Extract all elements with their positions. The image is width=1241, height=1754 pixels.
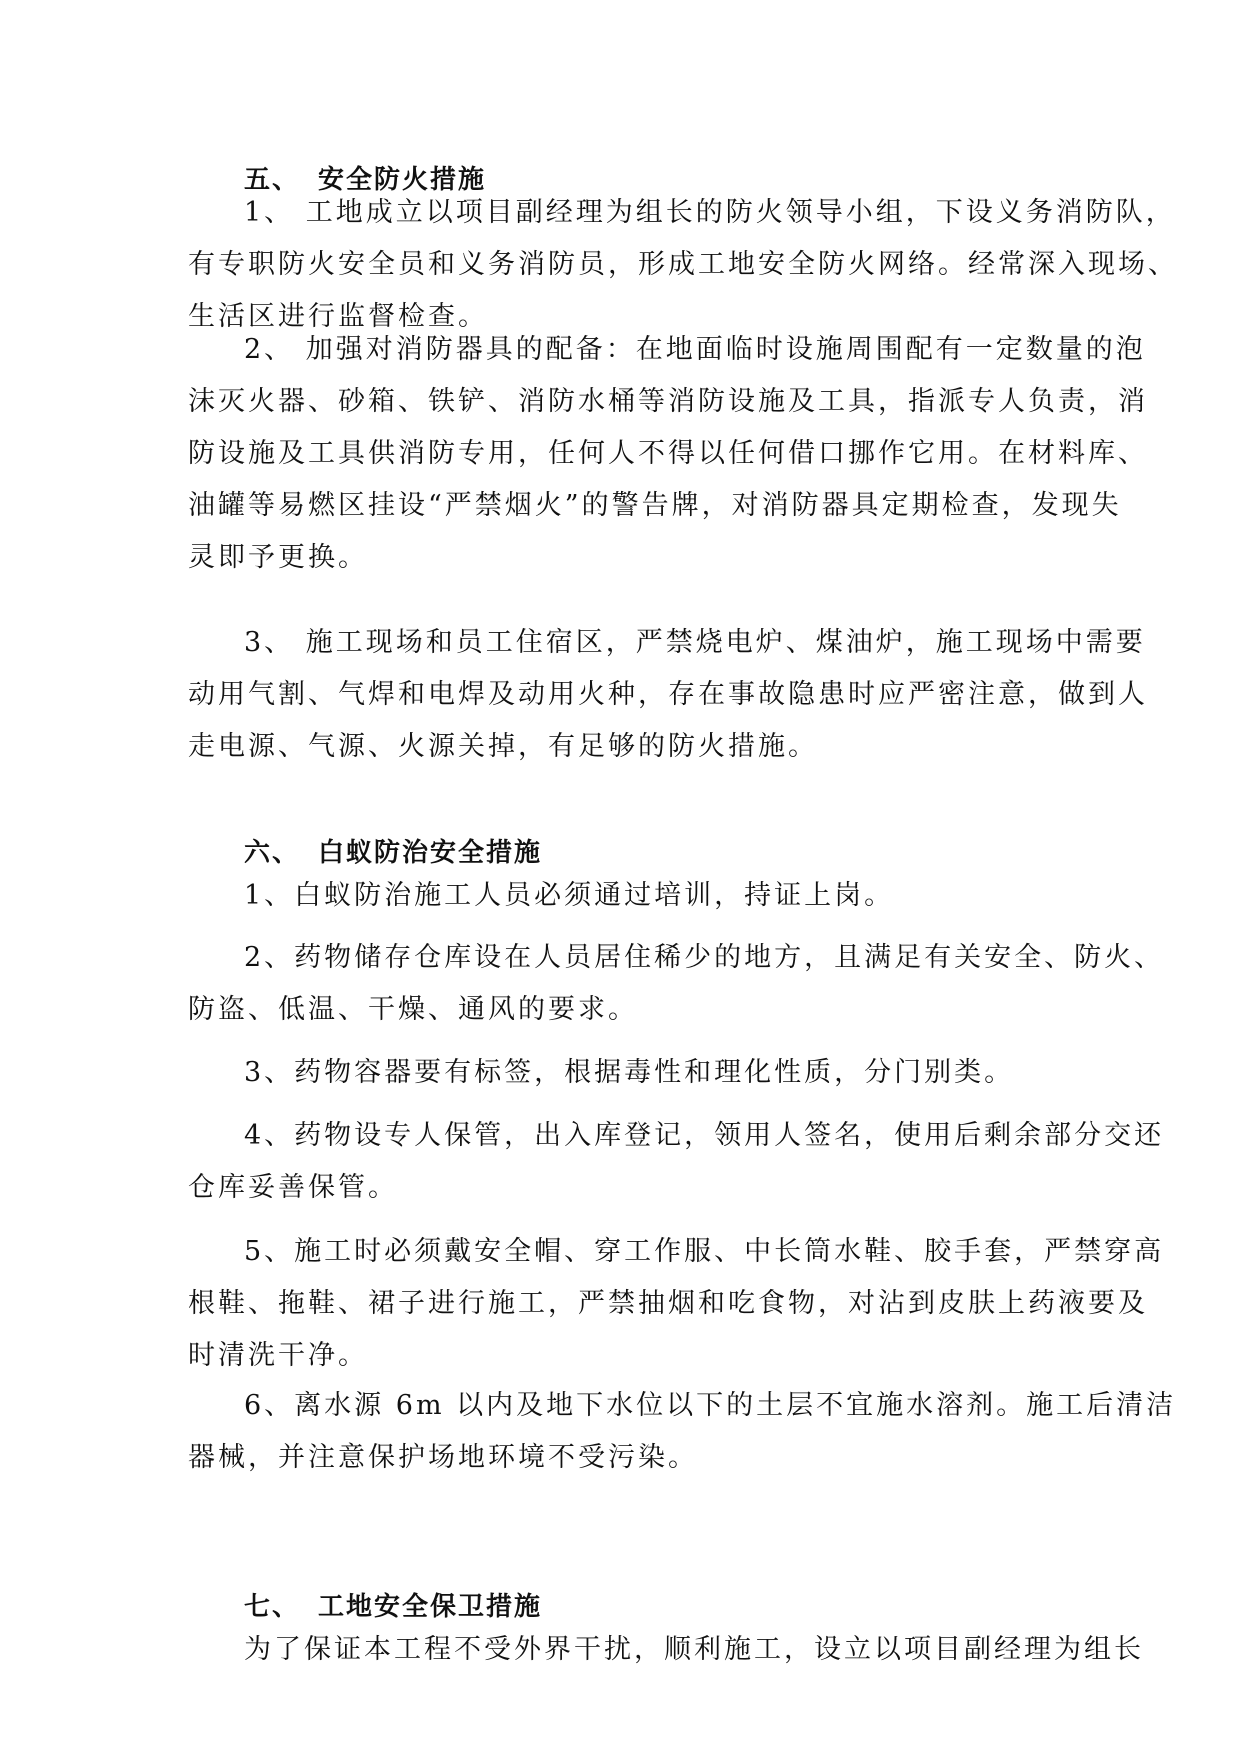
- text-line: 时清洗干净。: [188, 1340, 368, 1371]
- text-line: 1、 工地成立以项目副经理为组长的防火领导小组，下设义务消防队，: [244, 197, 1176, 228]
- paragraph: [188, 1047, 1118, 1099]
- text-line: 沫灭火器、砂箱、铁铲、消防水桶等消防设施及工具，指派专人负责，消: [188, 386, 1148, 417]
- section-heading: [244, 833, 542, 873]
- section-title: 工地安全保卫措施: [318, 1592, 543, 1622]
- text-line: 3、药物容器要有标签，根据毒性和理化性质，分门别类。: [244, 1057, 1015, 1088]
- text-line: 灵即予更换。: [188, 542, 368, 573]
- paragraph: [188, 1624, 1144, 1676]
- text-line: 油罐等易燃区挂设“严禁烟火”的警告牌，对消防器具定期检查，发现失: [188, 490, 1122, 521]
- text-line: 4、药物设专人保管，出入库登记，领用人签名，使用后剩余部分交还: [244, 1120, 1165, 1151]
- text-line: 有专职防火安全员和义务消防员，形成工地安全防火网络。经常深入现场、: [188, 249, 1178, 280]
- text-line: 走电源、气源、火源关掉，有足够的防火措施。: [188, 731, 818, 762]
- text-line: 器械，并注意保护场地环境不受污染。: [188, 1442, 698, 1473]
- paragraph: [188, 324, 1148, 584]
- text-line: 5、施工时必须戴安全帽、穿工作服、中长筒水鞋、胶手套，严禁穿高: [244, 1236, 1165, 1267]
- text-line: 为了保证本工程不受外界干扰，顺利施工，设立以项目副经理为组长: [244, 1634, 1144, 1665]
- text-line: 1、白蚁防治施工人员必须通过培训，持证上岗。: [244, 880, 895, 911]
- paragraph: [188, 1380, 1177, 1484]
- paragraph: [188, 617, 1148, 773]
- text-line: 根鞋、拖鞋、裙子进行施工，严禁抽烟和吃食物，对沾到皮肤上药液要及: [188, 1288, 1148, 1319]
- text-line: 6、离水源 6m 以内及地下水位以下的土层不宜施水溶剂。施工后清洁: [244, 1390, 1177, 1421]
- text-line: 3、 施工现场和员工住宿区，严禁烧电炉、煤油炉，施工现场中需要: [244, 627, 1146, 658]
- text-line: 防盗、低温、干燥、通风的要求。: [188, 994, 638, 1025]
- paragraph: [188, 187, 1178, 343]
- paragraph: [188, 1110, 1165, 1214]
- text-line: 2、药物储存仓库设在人员居住稀少的地方，且满足有关安全、防火、: [244, 942, 1165, 973]
- text-line: 动用气割、气焊和电焊及动用火种，存在事故隐患时应严密注意，做到人: [188, 679, 1148, 710]
- section-heading: [244, 1587, 542, 1627]
- text-line: 防设施及工具供消防专用，任何人不得以任何借口挪作它用。在材料库、: [188, 438, 1148, 469]
- paragraph: [188, 870, 1118, 922]
- text-line: 仓库妥善保管。: [188, 1172, 398, 1203]
- text-line: 2、 加强对消防器具的配备：在地面临时设施周围配有一定数量的泡: [244, 334, 1146, 365]
- section-title: 白蚁防治安全措施: [318, 838, 543, 868]
- section-number: 七、: [244, 1592, 301, 1622]
- paragraph: [188, 1226, 1165, 1382]
- section-title: 安全防火措施: [318, 165, 487, 195]
- text-line: 生活区进行监督检查。: [188, 301, 488, 332]
- section-number: 五、: [244, 165, 301, 195]
- section-number: 六、: [244, 838, 301, 868]
- paragraph: [188, 932, 1165, 1036]
